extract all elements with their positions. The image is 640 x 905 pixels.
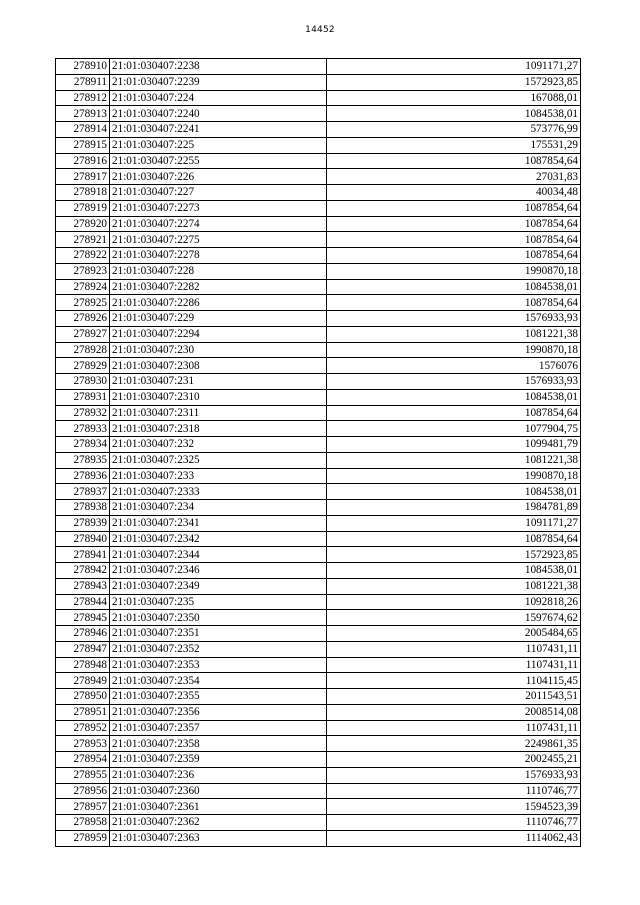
table-row <box>56 641 581 657</box>
cadastral-value-cell: 2011543,51 <box>327 689 581 705</box>
row-number-cell: 278956 <box>56 783 110 799</box>
row-number-cell: 278917 <box>56 169 110 185</box>
table-row <box>56 720 581 736</box>
row-number-cell: 278931 <box>56 389 110 405</box>
page-number: 14452 <box>305 25 335 35</box>
cadastral-value-cell: 1087854,64 <box>327 232 581 248</box>
table-row <box>56 90 581 106</box>
cadastral-value-cell: 1107431,11 <box>327 641 581 657</box>
cadastral-value-cell: 1597674,62 <box>327 610 581 626</box>
cadastral-value-cell: 1110746,77 <box>327 815 581 831</box>
cadastral-value-cell: 1576076 <box>327 358 581 374</box>
cadastral-value-table <box>55 58 581 847</box>
table-row <box>56 610 581 626</box>
cadastral-number-cell: 21:01:030407:235 <box>110 594 327 610</box>
row-number-cell: 278941 <box>56 547 110 563</box>
row-number-cell: 278910 <box>56 59 110 75</box>
table-row <box>56 783 581 799</box>
cadastral-number-cell: 21:01:030407:2240 <box>110 106 327 122</box>
table-row <box>56 515 581 531</box>
cadastral-number-cell: 21:01:030407:2311 <box>110 405 327 421</box>
cadastral-number-cell: 21:01:030407:230 <box>110 342 327 358</box>
cadastral-number-cell: 21:01:030407:2353 <box>110 657 327 673</box>
cadastral-number-cell: 21:01:030407:2350 <box>110 610 327 626</box>
cadastral-value-cell: 175531,29 <box>327 137 581 153</box>
cadastral-number-cell: 21:01:030407:2351 <box>110 626 327 642</box>
table-row <box>56 437 581 453</box>
row-number-cell: 278919 <box>56 200 110 216</box>
cadastral-number-cell: 21:01:030407:2352 <box>110 641 327 657</box>
table-row <box>56 106 581 122</box>
cadastral-value-cell: 1084538,01 <box>327 106 581 122</box>
table-row <box>56 484 581 500</box>
cadastral-value-cell: 27031,83 <box>327 169 581 185</box>
cadastral-number-cell: 21:01:030407:2341 <box>110 515 327 531</box>
row-number-cell: 278925 <box>56 295 110 311</box>
cadastral-number-cell: 21:01:030407:2357 <box>110 720 327 736</box>
cadastral-number-cell: 21:01:030407:2362 <box>110 815 327 831</box>
cadastral-value-cell: 40034,48 <box>327 185 581 201</box>
table-row <box>56 153 581 169</box>
cadastral-value-cell: 1087854,64 <box>327 200 581 216</box>
row-number-cell: 278946 <box>56 626 110 642</box>
cadastral-value-cell: 1107431,11 <box>327 657 581 673</box>
table-row <box>56 389 581 405</box>
cadastral-value-cell: 1091171,27 <box>327 515 581 531</box>
row-number-cell: 278926 <box>56 311 110 327</box>
cadastral-number-cell: 21:01:030407:2356 <box>110 704 327 720</box>
table-row <box>56 468 581 484</box>
row-number-cell: 278944 <box>56 594 110 610</box>
table-row <box>56 547 581 563</box>
row-number-cell: 278959 <box>56 830 110 846</box>
row-number-cell: 278938 <box>56 500 110 516</box>
table-row <box>56 815 581 831</box>
row-number-cell: 278957 <box>56 799 110 815</box>
row-number-cell: 278912 <box>56 90 110 106</box>
cadastral-value-cell: 1092818,26 <box>327 594 581 610</box>
cadastral-number-cell: 21:01:030407:2238 <box>110 59 327 75</box>
row-number-cell: 278924 <box>56 279 110 295</box>
table-row <box>56 799 581 815</box>
row-number-cell: 278942 <box>56 563 110 579</box>
row-number-cell: 278916 <box>56 153 110 169</box>
table-row <box>56 263 581 279</box>
cadastral-number-cell: 21:01:030407:234 <box>110 500 327 516</box>
cadastral-value-cell: 1084538,01 <box>327 389 581 405</box>
cadastral-value-cell: 1576933,93 <box>327 767 581 783</box>
cadastral-number-cell: 21:01:030407:2278 <box>110 248 327 264</box>
table-row <box>56 248 581 264</box>
row-number-cell: 278947 <box>56 641 110 657</box>
cadastral-number-cell: 21:01:030407:227 <box>110 185 327 201</box>
cadastral-value-cell: 2005484,65 <box>327 626 581 642</box>
table-row <box>56 657 581 673</box>
cadastral-number-cell: 21:01:030407:2344 <box>110 547 327 563</box>
row-number-cell: 278943 <box>56 578 110 594</box>
table-row <box>56 626 581 642</box>
row-number-cell: 278945 <box>56 610 110 626</box>
row-number-cell: 278929 <box>56 358 110 374</box>
cadastral-number-cell: 21:01:030407:2275 <box>110 232 327 248</box>
table-row <box>56 74 581 90</box>
cadastral-value-cell: 1081221,38 <box>327 452 581 468</box>
cadastral-number-cell: 21:01:030407:2354 <box>110 673 327 689</box>
cadastral-value-cell: 1572923,85 <box>327 74 581 90</box>
table-row <box>56 421 581 437</box>
row-number-cell: 278930 <box>56 374 110 390</box>
table-row <box>56 232 581 248</box>
row-number-cell: 278922 <box>56 248 110 264</box>
table-row <box>56 405 581 421</box>
cadastral-number-cell: 21:01:030407:2282 <box>110 279 327 295</box>
row-number-cell: 278921 <box>56 232 110 248</box>
cadastral-number-cell: 21:01:030407:2333 <box>110 484 327 500</box>
cadastral-number-cell: 21:01:030407:228 <box>110 263 327 279</box>
table-row <box>56 578 581 594</box>
cadastral-value-cell: 1084538,01 <box>327 279 581 295</box>
row-number-cell: 278927 <box>56 326 110 342</box>
row-number-cell: 278923 <box>56 263 110 279</box>
cadastral-value-cell: 1990870,18 <box>327 468 581 484</box>
table-row <box>56 216 581 232</box>
cadastral-value-cell: 573776,99 <box>327 122 581 138</box>
cadastral-number-cell: 21:01:030407:2361 <box>110 799 327 815</box>
table-row <box>56 122 581 138</box>
cadastral-value-cell: 2008514,08 <box>327 704 581 720</box>
cadastral-value-cell: 1091171,27 <box>327 59 581 75</box>
cadastral-value-cell: 1114062,43 <box>327 830 581 846</box>
cadastral-value-cell: 1990870,18 <box>327 263 581 279</box>
table-row <box>56 531 581 547</box>
cadastral-number-cell: 21:01:030407:2255 <box>110 153 327 169</box>
row-number-cell: 278935 <box>56 452 110 468</box>
row-number-cell: 278951 <box>56 704 110 720</box>
table-row <box>56 767 581 783</box>
cadastral-number-cell: 21:01:030407:2349 <box>110 578 327 594</box>
cadastral-number-cell: 21:01:030407:231 <box>110 374 327 390</box>
cadastral-value-cell: 1099481,79 <box>327 437 581 453</box>
row-number-cell: 278952 <box>56 720 110 736</box>
cadastral-value-cell: 1081221,38 <box>327 326 581 342</box>
cadastral-value-cell: 1110746,77 <box>327 783 581 799</box>
cadastral-number-cell: 21:01:030407:2363 <box>110 830 327 846</box>
cadastral-value-cell: 1084538,01 <box>327 484 581 500</box>
table-row <box>56 673 581 689</box>
cadastral-number-cell: 21:01:030407:229 <box>110 311 327 327</box>
row-number-cell: 278937 <box>56 484 110 500</box>
table-row <box>56 752 581 768</box>
row-number-cell: 278934 <box>56 437 110 453</box>
cadastral-number-cell: 21:01:030407:2274 <box>110 216 327 232</box>
cadastral-number-cell: 21:01:030407:224 <box>110 90 327 106</box>
cadastral-value-cell: 1107431,11 <box>327 720 581 736</box>
table-row <box>56 311 581 327</box>
table-row <box>56 689 581 705</box>
cadastral-value-cell: 1087854,64 <box>327 153 581 169</box>
table-row <box>56 830 581 846</box>
cadastral-value-cell: 1104115,45 <box>327 673 581 689</box>
row-number-cell: 278955 <box>56 767 110 783</box>
cadastral-number-cell: 21:01:030407:233 <box>110 468 327 484</box>
table-row <box>56 452 581 468</box>
cadastral-value-cell: 1081221,38 <box>327 578 581 594</box>
row-number-cell: 278914 <box>56 122 110 138</box>
table-row <box>56 342 581 358</box>
row-number-cell: 278933 <box>56 421 110 437</box>
cadastral-number-cell: 21:01:030407:2358 <box>110 736 327 752</box>
table-row <box>56 295 581 311</box>
table-row <box>56 500 581 516</box>
table-row <box>56 200 581 216</box>
cadastral-value-cell: 2249861,35 <box>327 736 581 752</box>
cadastral-number-cell: 21:01:030407:2310 <box>110 389 327 405</box>
row-number-cell: 278928 <box>56 342 110 358</box>
cadastral-number-cell: 21:01:030407:2360 <box>110 783 327 799</box>
cadastral-number-cell: 21:01:030407:2294 <box>110 326 327 342</box>
table-row <box>56 279 581 295</box>
row-number-cell: 278950 <box>56 689 110 705</box>
table-row <box>56 59 581 75</box>
table-body <box>56 59 581 847</box>
cadastral-number-cell: 21:01:030407:2359 <box>110 752 327 768</box>
row-number-cell: 278953 <box>56 736 110 752</box>
table-row <box>56 704 581 720</box>
cadastral-value-cell: 167088,01 <box>327 90 581 106</box>
cadastral-value-cell: 1572923,85 <box>327 547 581 563</box>
cadastral-value-cell: 1990870,18 <box>327 342 581 358</box>
cadastral-value-cell: 1576933,93 <box>327 311 581 327</box>
cadastral-number-cell: 21:01:030407:232 <box>110 437 327 453</box>
row-number-cell: 278949 <box>56 673 110 689</box>
cadastral-value-cell: 1576933,93 <box>327 374 581 390</box>
cadastral-number-cell: 21:01:030407:2308 <box>110 358 327 374</box>
cadastral-value-cell: 1087854,64 <box>327 216 581 232</box>
cadastral-number-cell: 21:01:030407:2325 <box>110 452 327 468</box>
table-row <box>56 358 581 374</box>
row-number-cell: 278913 <box>56 106 110 122</box>
row-number-cell: 278932 <box>56 405 110 421</box>
row-number-cell: 278915 <box>56 137 110 153</box>
row-number-cell: 278940 <box>56 531 110 547</box>
cadastral-value-cell: 1087854,64 <box>327 531 581 547</box>
cadastral-value-cell: 1087854,64 <box>327 248 581 264</box>
cadastral-number-cell: 21:01:030407:226 <box>110 169 327 185</box>
cadastral-value-cell: 1087854,64 <box>327 405 581 421</box>
table-row <box>56 374 581 390</box>
row-number-cell: 278936 <box>56 468 110 484</box>
row-number-cell: 278954 <box>56 752 110 768</box>
table-row <box>56 736 581 752</box>
cadastral-number-cell: 21:01:030407:2239 <box>110 74 327 90</box>
row-number-cell: 278911 <box>56 74 110 90</box>
row-number-cell: 278920 <box>56 216 110 232</box>
cadastral-number-cell: 21:01:030407:2286 <box>110 295 327 311</box>
cadastral-value-cell: 1594523,39 <box>327 799 581 815</box>
cadastral-number-cell: 21:01:030407:2342 <box>110 531 327 547</box>
table-row <box>56 594 581 610</box>
table-row <box>56 137 581 153</box>
cadastral-number-cell: 21:01:030407:2355 <box>110 689 327 705</box>
row-number-cell: 278958 <box>56 815 110 831</box>
cadastral-value-cell: 1984781,89 <box>327 500 581 516</box>
table-row <box>56 169 581 185</box>
table-row <box>56 326 581 342</box>
cadastral-value-cell: 1087854,64 <box>327 295 581 311</box>
row-number-cell: 278939 <box>56 515 110 531</box>
cadastral-number-cell: 21:01:030407:2346 <box>110 563 327 579</box>
cadastral-value-cell: 1077904,75 <box>327 421 581 437</box>
cadastral-number-cell: 21:01:030407:2318 <box>110 421 327 437</box>
row-number-cell: 278918 <box>56 185 110 201</box>
cadastral-value-cell: 1084538,01 <box>327 563 581 579</box>
cadastral-number-cell: 21:01:030407:225 <box>110 137 327 153</box>
cadastral-number-cell: 21:01:030407:2241 <box>110 122 327 138</box>
cadastral-number-cell: 21:01:030407:2273 <box>110 200 327 216</box>
table-row <box>56 185 581 201</box>
table-row <box>56 563 581 579</box>
row-number-cell: 278948 <box>56 657 110 673</box>
cadastral-value-cell: 2002455,21 <box>327 752 581 768</box>
cadastral-number-cell: 21:01:030407:236 <box>110 767 327 783</box>
